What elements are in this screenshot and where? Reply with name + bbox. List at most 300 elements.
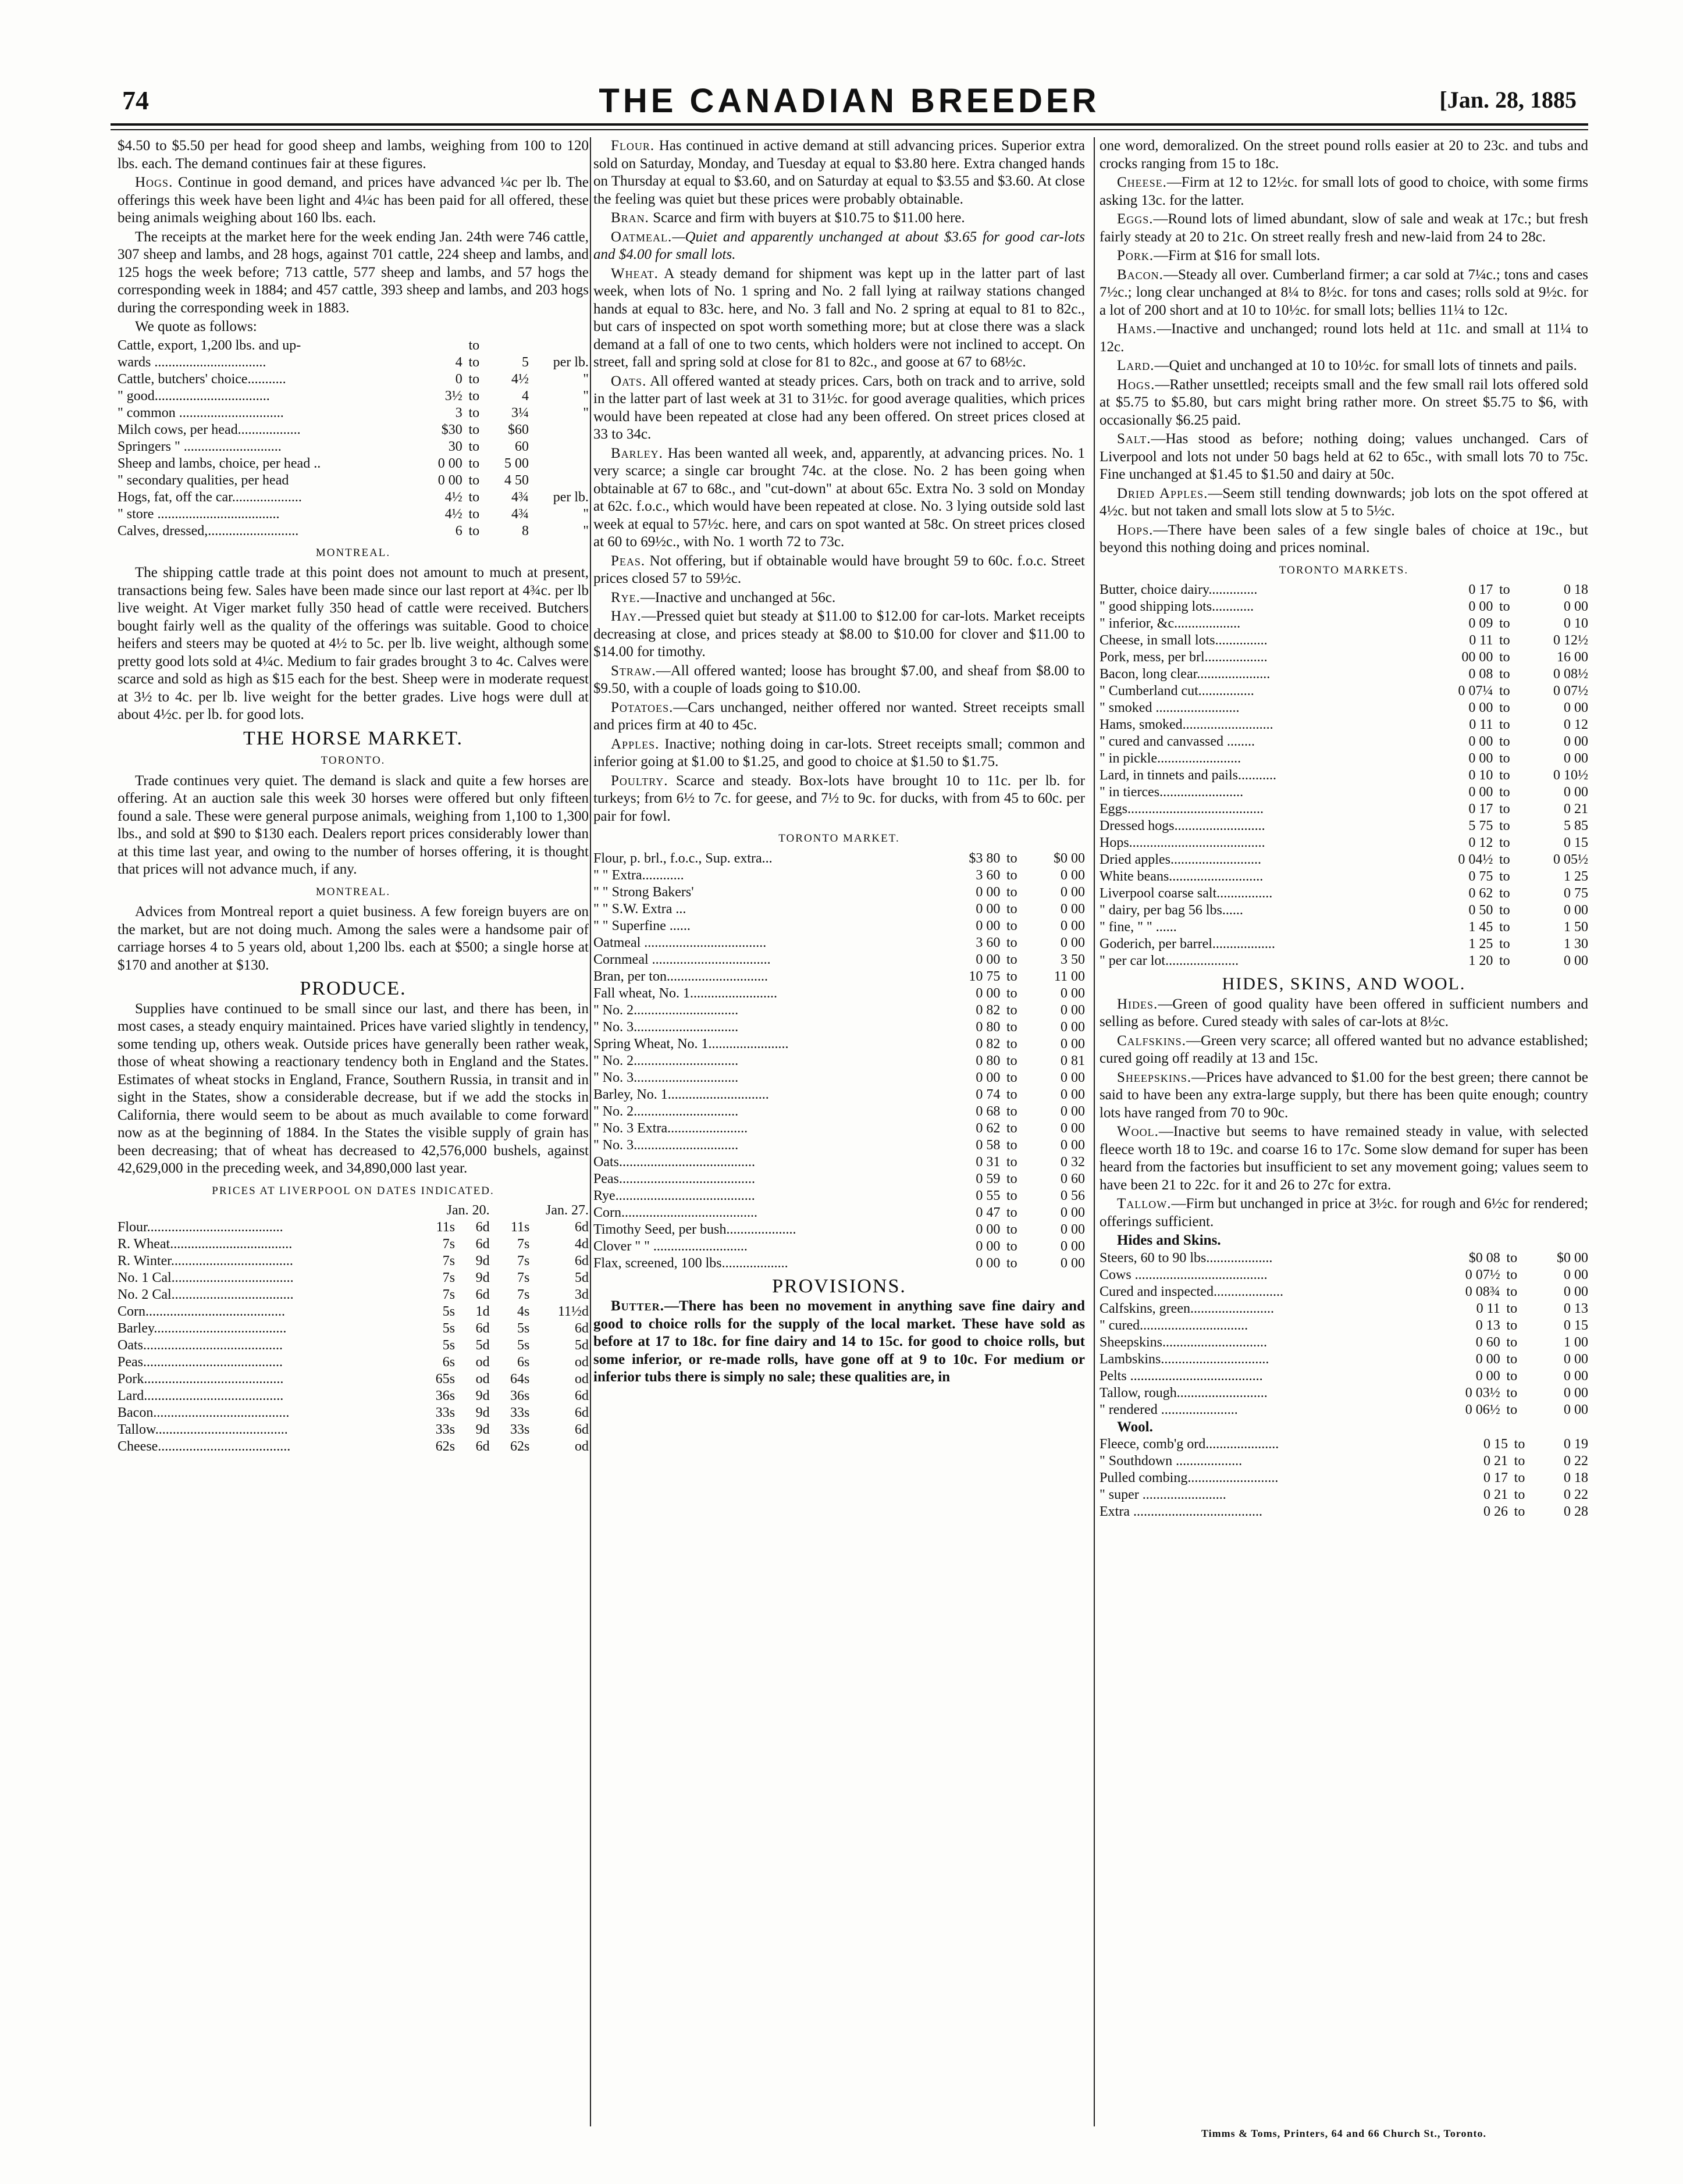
range-separator: to — [1506, 1368, 1518, 1384]
run-in-heading: Wheat. — [611, 265, 659, 282]
item-cell: Tallow...................................... — [118, 1422, 288, 1437]
table-row — [118, 405, 589, 422]
value-cell: " — [583, 388, 589, 404]
table-row — [118, 1236, 589, 1253]
table-row — [1100, 818, 1588, 835]
item-cell: Barley, No. 1............................. — [593, 1086, 769, 1102]
item-cell: " No. 3.............................. — [593, 1019, 739, 1035]
section-heading: PROVISIONS. — [772, 1275, 906, 1297]
item-cell: Hams, smoked.......................... — [1100, 717, 1273, 732]
range-separator: to — [1506, 1385, 1518, 1401]
value-cell: 0 15 — [1483, 1437, 1508, 1452]
value-cell: 7s — [442, 1237, 456, 1252]
item-cell: Sheepskins.............................. — [1100, 1334, 1267, 1350]
paragraph: Advices from Montreal report a quiet business. A few foreign buyers are on the market, but are not doing much. Among the sales were a handsome pair of carriage horses 4 to 5 years old, about 1,200 lbs. each at $500; a single horse at $170 and another at $130. — [118, 904, 589, 973]
value-cell — [529, 472, 589, 489]
range-separator: to — [1006, 952, 1017, 967]
table-row — [1100, 868, 1588, 885]
value-cell: 0 00 — [976, 1070, 1001, 1085]
item-cell: " Cumberland cut................ — [1100, 683, 1254, 699]
range-separator: to — [1499, 700, 1510, 715]
section-heading: HIDES, SKINS, AND WOOL. — [1222, 974, 1466, 993]
section-heading: THE HORSE MARKET. — [243, 727, 464, 749]
value-cell: 62s — [510, 1439, 530, 1454]
value-cell: 0 03½ — [1465, 1385, 1500, 1401]
table-row — [118, 337, 589, 354]
range-separator: to — [1499, 920, 1510, 935]
value-cell: 6 — [455, 523, 462, 539]
value-cell: 0 00 — [976, 985, 1001, 1001]
table-row — [118, 1253, 589, 1270]
table-row — [118, 1303, 589, 1320]
value-cell: 0 09 — [1468, 616, 1493, 631]
value-cell: $0 00 — [1054, 850, 1085, 866]
value-cell: 30 — [448, 439, 462, 454]
range-separator: to — [468, 337, 480, 353]
run-in-heading: Hogs. — [135, 174, 173, 190]
item-cell: Bran, per ton............................. — [593, 968, 768, 984]
run-in-heading: Straw. — [611, 662, 656, 679]
run-in-heading: Barley. — [611, 445, 663, 461]
range-separator: to — [1499, 835, 1510, 850]
range-separator: to — [1499, 599, 1510, 614]
value-cell: $60 — [508, 422, 529, 437]
item-cell: Liverpool coarse salt................ — [1100, 886, 1273, 901]
paragraph-text: Has continued in active demand at still advancing prices. Superior extra sold on Saturday, Monday, and Tuesday at equal to $3.80 here. Extra changed hands on Thursday at equal to $3.60, and on Saturday at equal to $3.55 and $3.60. At close the feeling was quiet but these prices were probably obtainable. — [593, 138, 1085, 207]
item-cell: Fall wheat, No. 1......................... — [593, 985, 777, 1001]
paragraph — [593, 699, 1085, 735]
value-cell: 11½d — [557, 1304, 589, 1319]
paragraph-text: —Prices have advanced to $1.00 for the best green; there cannot be said to have been any extra-large supply, but there has been quite enough; country lots have ranged from 70 to 90c. — [1100, 1069, 1588, 1121]
value-cell: 0 00 — [1061, 985, 1085, 1001]
table-row — [1100, 919, 1588, 936]
run-in-heading: Butter. — [611, 1298, 664, 1314]
run-in-heading: Oatmeal. — [611, 229, 673, 245]
item-cell: Sheep and lambs, choice, per head .. — [118, 455, 321, 471]
table-row — [593, 1171, 1085, 1188]
value-cell: 62s — [435, 1439, 456, 1454]
value-cell: " — [583, 523, 589, 539]
run-in-heading: Poultry. — [611, 772, 668, 789]
value-cell: 4 — [522, 388, 529, 404]
paragraph-text: —Has stood as before; nothing doing; values unchanged. Cars of Liverpool and lots not under 50 bags held at 62 to 65c., with small lots 70 to 75c. Fine unchanged at $1.45 to $1.50 and dairy at 50c. — [1100, 431, 1588, 482]
value-cell: 5 75 — [1468, 818, 1493, 833]
value-cell: 0 00 — [1061, 1238, 1085, 1254]
markets-rows — [1100, 582, 1588, 970]
value-cell: 0 00 — [1564, 953, 1588, 968]
value-cell: 0 17 — [1468, 801, 1493, 817]
value-cell: 9d — [475, 1253, 490, 1269]
paragraph-text: —Quiet and apparently unchanged at about $3.65 for good car-lots and $4.00 for small lots. — [593, 229, 1085, 262]
item-cell: White beans........................... — [1100, 869, 1264, 884]
value-cell: 11s — [510, 1220, 530, 1235]
value-cell: 10 75 — [969, 968, 1001, 984]
table-row — [593, 1070, 1085, 1086]
table-row — [118, 1320, 589, 1337]
value-cell: 6d — [575, 1220, 589, 1235]
range-separator: to — [468, 422, 480, 437]
table-row — [118, 455, 589, 472]
value-cell: 6d — [575, 1405, 589, 1420]
range-separator: to — [1006, 1137, 1017, 1153]
run-in-heading: Salt. — [1117, 431, 1151, 447]
value-cell: 6d — [575, 1321, 589, 1336]
table-row — [1100, 1503, 1588, 1520]
item-cell: Pork, mess, per brl.................. — [1100, 650, 1268, 665]
run-in-heading: Flour. — [611, 138, 655, 154]
range-separator: to — [1006, 1221, 1017, 1237]
value-cell: 0 75 — [1468, 869, 1493, 884]
item-cell: Timothy Seed, per bush.................... — [593, 1221, 796, 1237]
range-separator: to — [1506, 1301, 1518, 1316]
value-cell: 0 00 — [1061, 1205, 1085, 1220]
value-cell: 0 26 — [1483, 1504, 1508, 1519]
table-row — [1100, 1301, 1588, 1317]
item-cell: " " Strong Bakers' — [593, 884, 694, 900]
range-separator: to — [1514, 1470, 1525, 1485]
table-row — [593, 1019, 1085, 1036]
masthead — [111, 81, 1588, 122]
value-cell: 6d — [475, 1237, 490, 1252]
header-rule — [111, 123, 1588, 126]
value-cell: 0 00 — [1564, 1284, 1588, 1299]
table-row — [118, 472, 589, 489]
table-row — [118, 523, 589, 540]
section-subheading: TORONTO MARKET. — [778, 832, 900, 845]
range-separator: to — [1506, 1267, 1518, 1282]
range-separator: to — [1006, 1120, 1017, 1136]
table-row — [118, 1438, 589, 1455]
range-separator: to — [1006, 1070, 1017, 1085]
paragraph-text: Scarce and steady. Box-lots have brought 10 to 11c. per lb. for turkeys; from 6½ to 7c. for geese, and 7½ to 9c. for ducks, with from 45 to 60c. per pair for fowl. — [593, 772, 1085, 824]
table-row — [593, 901, 1085, 918]
value-cell: 0 11 — [1476, 1301, 1500, 1316]
value-cell — [529, 422, 589, 439]
value-cell: 0 13 — [1475, 1317, 1500, 1333]
value-cell: 5d — [575, 1270, 589, 1285]
paragraph — [593, 209, 1085, 227]
paragraph-text: Scarce and firm with buyers at $10.75 to $11.00 here. — [649, 210, 965, 226]
table-row — [118, 1337, 589, 1354]
value-cell: 0 00 — [1564, 903, 1588, 918]
table-row — [593, 968, 1085, 985]
table-row — [1100, 1402, 1588, 1419]
table-row — [1100, 717, 1588, 733]
value-cell: 36s — [510, 1388, 530, 1403]
table-row — [593, 1221, 1085, 1238]
value-cell: 0 08¾ — [1465, 1284, 1500, 1299]
value-cell: 1 30 — [1564, 936, 1588, 952]
paragraph: Trade continues very quiet. The demand is slack and quite a few horses are offering. At an auction sale this week 30 horses were offered but only fifteen found a sale. These were general purpose animals, weighing from 1,100 to 1,300 lbs., and sold at $90 to $130 each. Dealers report prices considerably lower than at this time last year, and owing to the number of horses offering, it is thought that prices will not advance much, if any. — [118, 772, 589, 877]
section-subheading: MONTREAL. — [315, 885, 391, 898]
table-row — [118, 388, 589, 405]
value-cell: 0 00 — [1564, 700, 1588, 715]
value-cell: 0 07½ — [1553, 683, 1588, 699]
run-in-heading: Cheese. — [1117, 174, 1167, 190]
value-cell: 0 00 — [1061, 935, 1085, 950]
value-cell: 1 50 — [1564, 920, 1588, 935]
paragraph — [1100, 376, 1588, 430]
issue-date: [Jan. 28, 1885 — [1439, 87, 1577, 113]
value-cell: 6d — [475, 1287, 490, 1302]
item-cell: Cheese, in small lots............... — [1100, 633, 1268, 648]
paragraph — [1100, 1195, 1588, 1231]
column-1 — [118, 137, 589, 2126]
item-cell: Cheese...................................... — [118, 1439, 291, 1454]
range-separator: to — [1006, 1002, 1017, 1018]
column-separator — [590, 137, 591, 2126]
column-2 — [593, 137, 1085, 2126]
table-row — [1100, 851, 1588, 868]
range-separator: to — [1499, 903, 1510, 918]
range-separator: to — [1006, 935, 1017, 950]
table-row — [1100, 885, 1588, 902]
range-separator: to — [1006, 1255, 1017, 1271]
value-cell: 0 31 — [976, 1154, 1001, 1170]
run-in-heading: Hams. — [1117, 321, 1157, 337]
table-row — [1100, 1250, 1588, 1267]
value-cell — [529, 455, 589, 472]
value-cell: 0 15 — [1564, 835, 1588, 850]
value-cell — [529, 337, 589, 354]
section-heading: PRODUCE. — [300, 978, 407, 999]
paragraph-text: Continue in good demand, and prices have advanced ¼c per lb. The offerings this week have been light and 4¼c has been paid for all offered, these being animals weighing about 160 lbs. each. — [118, 174, 589, 226]
value-cell: 0 00 — [1564, 1267, 1588, 1282]
table-row — [593, 985, 1085, 1002]
value-cell: 0 11 — [1469, 633, 1493, 648]
value-cell: 0 60 — [1061, 1171, 1085, 1187]
table-row — [1100, 666, 1588, 683]
toronto-market-table — [593, 850, 1085, 1272]
value-cell: 0 00 — [1468, 751, 1493, 766]
table-row — [593, 867, 1085, 884]
range-separator: to — [1006, 1036, 1017, 1052]
paragraph-text: —Steady all over. Cumberland firmer; a car sold at 7¼c.; tons and cases 7½c.; long clear unchanged at 8¼ to 8½c. for tons and cases; rolls sold at 9½c. for a lot of 200 short and at 10 to 10½c. for small lots; bellies 11¼ to 12c. — [1100, 266, 1588, 318]
value-cell: " — [583, 371, 589, 387]
item-cell: Pelts ...................................... — [1100, 1368, 1263, 1384]
item-cell: Dried apples.......................... — [1100, 852, 1261, 867]
item-cell: Eggs....................................... — [1100, 801, 1264, 817]
run-in-heading: Dried Apples. — [1117, 485, 1208, 501]
paragraph-text: —Firm at 12 to 12½c. for small lots of good to choice, with some firms asking 13c. for the latter. — [1100, 174, 1588, 208]
range-separator: to — [1499, 801, 1510, 817]
value-cell: 5s — [442, 1304, 456, 1319]
value-cell: 3 60 — [976, 935, 1001, 950]
value-cell: 8 — [522, 523, 529, 539]
paragraph — [593, 1298, 1085, 1387]
run-in-heading: Lard. — [1117, 358, 1155, 373]
table-row — [1100, 936, 1588, 953]
value-cell: 7s — [442, 1253, 456, 1269]
item-cell: " No. 3.............................. — [593, 1070, 739, 1085]
paragraph: We quote as follows: — [135, 319, 257, 334]
liverpool-rows — [118, 1219, 589, 1455]
value-cell: 0 10 — [1468, 768, 1493, 783]
item-cell: Barley...................................... — [118, 1321, 287, 1336]
table-row — [1100, 784, 1588, 801]
range-separator: to — [1499, 751, 1510, 766]
paragraph — [1100, 1123, 1588, 1194]
value-cell: " — [583, 405, 589, 421]
value-cell: 1 25 — [1468, 936, 1493, 952]
paragraph — [593, 736, 1085, 771]
paragraph-text: —Firm but unchanged in price at 3½c. for rough and 6½c for rendered; offerings sufficient. — [1100, 1196, 1588, 1230]
value-cell: 5 — [522, 354, 529, 370]
value-cell: 0 58 — [976, 1137, 1001, 1153]
table-row — [118, 422, 589, 439]
column-separator — [1094, 137, 1095, 2126]
item-cell: Hops....................................... — [1100, 835, 1265, 850]
range-separator: to — [468, 455, 480, 471]
item-cell: Cattle, export, 1,200 lbs. and up- — [118, 337, 301, 353]
table-row — [593, 884, 1085, 901]
range-separator: to — [1006, 1205, 1017, 1220]
paragraph — [1100, 996, 1588, 1031]
paragraph-text: —Seem still tending downwards; job lots on the spot offered at 4½c. but not taken and small lots slow at 5 to 5½c. — [1100, 485, 1588, 519]
run-in-heading: Eggs. — [1117, 211, 1154, 227]
table-row — [593, 952, 1085, 968]
table-row — [1100, 835, 1588, 851]
value-cell: 5s — [517, 1338, 530, 1353]
value-cell: od — [575, 1371, 589, 1387]
table-row — [1100, 615, 1588, 632]
paragraph-text: —Green very scarce; all offered wanted but no advance established; cured going off readily at 13 and 15c. — [1100, 1032, 1588, 1066]
table-row — [118, 1421, 589, 1438]
item-cell: No. 2 Cal................................... — [118, 1287, 294, 1302]
paragraph — [1100, 247, 1588, 265]
value-cell: 7s — [517, 1270, 530, 1285]
table-row — [593, 1002, 1085, 1019]
value-cell: 0 22 — [1564, 1453, 1588, 1469]
table-row — [118, 354, 589, 371]
range-separator: to — [1006, 918, 1017, 934]
paragraph: The receipts at the market here for the week ending Jan. 24th were 746 cattle, 307 sheep and lambs, and 28 hogs, against 701 cattle, 224 sheep and lambs, and 125 hogs the week before; 713 cattle, 577 sheep and lambs, and 57 hogs the corresponding week in 1884; and 457 cattle, 393 sheep and lambs, and 203 hogs during the corresponding week in 1883. — [118, 229, 589, 316]
value-cell: $3 80 — [969, 850, 1001, 866]
value-cell: 4d — [575, 1237, 589, 1252]
value-cell: 4½ — [511, 371, 529, 387]
table-row — [118, 1371, 589, 1388]
value-cell: 16 00 — [1557, 650, 1588, 665]
table-row — [1100, 1436, 1588, 1453]
value-cell: 0 06½ — [1465, 1402, 1500, 1417]
range-separator: to — [1499, 633, 1510, 648]
table-row — [1100, 700, 1588, 717]
quote-table — [118, 337, 589, 540]
item-cell: " " S.W. Extra ... — [593, 901, 686, 917]
run-in-heading: Hops. — [1117, 522, 1154, 538]
range-separator: to — [468, 405, 480, 421]
value-cell: 33s — [435, 1405, 456, 1420]
value-cell: 0 — [455, 371, 462, 387]
paragraph: Supplies have continued to be small since our last, and there has been, in most cases, a steady enquiry maintained. Prices have varied slightly in tendency, some tending up, others weak. Outside prices have generally been rather weak, those of wheat showing a reactionary tendency both in England and the States. Estimates of wheat stocks in England, France, Southern Russia, in transit and in sight in the States, show a considerable decrease, but if we add the stocks in California, there would seem to be about as much available to come forward now as at the beginning of 1884. In the States the visible supply of grain has been decreasing; that of wheat has decreased to 42,576,000 bushels, against 42,629,000 in the preceding week, and 34,890,000 last year. — [118, 1000, 589, 1176]
item-cell: Extra ..................................... — [1100, 1504, 1262, 1519]
value-cell: 0 56 — [1061, 1188, 1085, 1203]
paragraph — [1100, 430, 1588, 484]
value-cell: 0 17 — [1468, 582, 1493, 597]
value-cell: 0 00 — [1475, 1368, 1500, 1384]
section-subheading: TORONTO MARKETS. — [1279, 564, 1409, 576]
table-row — [593, 1238, 1085, 1255]
value-cell: 6d — [575, 1422, 589, 1437]
table-row — [1100, 1470, 1588, 1487]
value-cell: 0 21 — [1483, 1453, 1508, 1469]
value-cell: $0 00 — [1557, 1250, 1588, 1266]
range-separator: to — [468, 354, 480, 370]
range-separator: to — [1499, 936, 1510, 952]
value-cell: 0 80 — [976, 1053, 1001, 1068]
value-cell: od — [475, 1371, 490, 1387]
value-cell: 0 00 — [1468, 785, 1493, 800]
value-cell: 0 00 — [1475, 1351, 1500, 1367]
value-cell: od — [575, 1439, 589, 1454]
paragraph — [1100, 522, 1588, 557]
value-cell: 7s — [517, 1253, 530, 1269]
value-cell: 0 00 — [1061, 1019, 1085, 1035]
table-row — [118, 1354, 589, 1371]
range-separator: to — [1499, 785, 1510, 800]
paragraph — [593, 553, 1085, 588]
value-cell: 6d — [475, 1321, 490, 1336]
item-cell: Lard, in tinnets and pails........... — [1100, 768, 1276, 783]
item-cell: Fleece, comb'g ord..................... — [1100, 1437, 1279, 1452]
value-cell: 7s — [442, 1287, 456, 1302]
range-separator: to — [1499, 953, 1510, 968]
range-separator: to — [468, 506, 480, 522]
paragraph — [593, 373, 1085, 444]
item-cell: Goderich, per barrel.................. — [1100, 936, 1275, 952]
item-cell: " good................................. — [118, 388, 270, 404]
table-row — [1100, 1334, 1588, 1351]
item-cell: Flax, screened, 100 lbs................... — [593, 1255, 788, 1271]
toronto-markets-table — [1100, 582, 1588, 970]
range-separator: to — [1006, 884, 1017, 900]
value-cell: 64s — [510, 1371, 530, 1387]
range-separator: to — [1006, 1238, 1017, 1254]
table-row — [118, 371, 589, 388]
value-cell: 0 00 — [976, 901, 1001, 917]
run-in-heading: Hides. — [1117, 996, 1158, 1012]
range-separator: to — [1499, 582, 1510, 597]
item-cell: " per car lot..................... — [1100, 953, 1239, 968]
value-cell: 00 00 — [1461, 650, 1493, 665]
item-cell: Clover " " ........................... — [593, 1238, 748, 1254]
liverpool-table — [118, 1202, 589, 1455]
paragraph — [1100, 1069, 1588, 1123]
run-in-heading: Apples. — [611, 736, 660, 752]
column-3 — [1100, 137, 1588, 2126]
value-cell: 0 04½ — [1458, 852, 1493, 867]
run-in-heading: Potatoes. — [611, 699, 674, 715]
table-row — [1100, 733, 1588, 750]
value-cell: od — [575, 1355, 589, 1370]
value-cell: 0 00 — [1061, 1120, 1085, 1136]
paragraph-text: A steady demand for shipment was kept up in the latter part of last week, when lots of No. 1 spring and No. 2 fall lying at railway stations changed hands at equal to 83c. here, and No. 3 fall and No. 2 spring at equal to 81 to 82c., but cars of inspected on spot worth something more; but at close there was a slack demand at a fall of one to two cents, which holders were not inclined to accept. On street, fall and spring sold at close for 81 to 82c., and goose at 67 to 68½c. — [593, 265, 1085, 370]
value-cell: 0 59 — [976, 1171, 1001, 1187]
item-cell: " super ........................ — [1100, 1487, 1226, 1502]
paragraph — [593, 608, 1085, 661]
value-cell: 0 12 — [1468, 835, 1493, 850]
item-cell: Dressed hogs.......................... — [1100, 818, 1265, 833]
item-cell: " No. 2.............................. — [593, 1103, 739, 1119]
item-cell: " No. 2.............................. — [593, 1053, 739, 1068]
paragraph-text: —There have been sales of a few single bales of choice at 19c., but beyond this nothing doing and prices nominal. — [1100, 522, 1588, 555]
value-cell: 0 21 — [1564, 801, 1588, 817]
paragraph-text: —Quiet and unchanged at 10 to 10½c. for small lots of tinnets and pails. — [1154, 358, 1577, 373]
run-in-heading: Bacon. — [1117, 266, 1163, 283]
value-cell: 0 80 — [976, 1019, 1001, 1035]
run-in-heading: Oats. — [611, 373, 647, 389]
table-row — [1100, 1368, 1588, 1385]
